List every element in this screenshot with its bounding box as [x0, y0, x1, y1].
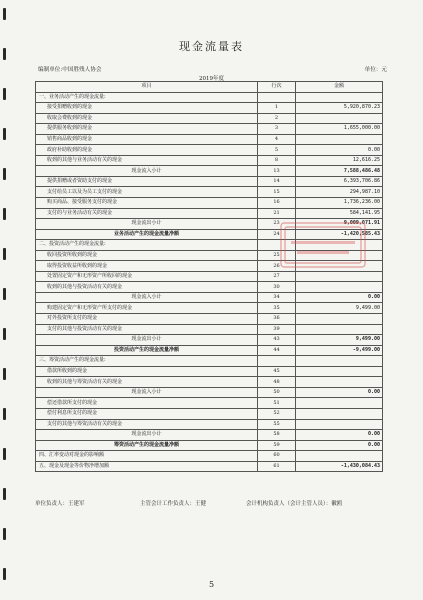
binding-holes — [0, 0, 12, 600]
row-line-number: 59 — [258, 440, 296, 451]
table-row — [36, 113, 383, 124]
row-item-label: 支付的与业务活动有关的现金 — [36, 208, 258, 219]
table-row — [36, 187, 383, 198]
row-item-label: 销售商品收到的现金 — [36, 134, 258, 145]
row-line-number: 27 — [258, 271, 296, 282]
row-line-number — [258, 92, 296, 103]
table-row — [36, 461, 383, 472]
row-item-label: 现金流入小计 — [36, 387, 258, 398]
header-line: 行次 — [258, 82, 296, 93]
row-line-number: 30 — [258, 282, 296, 293]
row-item-label: 支付的其他与筹资活动有关的现金 — [36, 419, 258, 430]
row-item-label: 现金流出小计 — [36, 430, 258, 441]
row-amount — [296, 419, 383, 430]
org-label: 编制单位:中国胜残人协会 — [38, 67, 102, 73]
row-amount — [296, 113, 383, 124]
row-amount: 6,393,706.86 — [296, 176, 383, 187]
row-item-label: 借款所收到的现金 — [36, 366, 258, 377]
row-line-number: 50 — [258, 387, 296, 398]
row-item-label: 偿付利息所支付的现金 — [36, 408, 258, 419]
row-line-number: 36 — [258, 314, 296, 325]
table-row — [36, 451, 383, 462]
row-amount: 0.00 — [296, 387, 383, 398]
row-line-number: 51 — [258, 398, 296, 409]
row-item-label: 购买商品、接受服务支付的现金 — [36, 198, 258, 209]
row-amount: 1,655,000.00 — [296, 124, 383, 135]
row-amount — [296, 398, 383, 409]
row-item-label: 收到的其他与投资活动有关的现金 — [36, 282, 258, 293]
row-item-label: 现金流入小计 — [36, 166, 258, 177]
row-line-number: 35 — [258, 303, 296, 314]
table-row — [36, 314, 383, 325]
row-line-number: 13 — [258, 166, 296, 177]
row-line-number: 48 — [258, 377, 296, 388]
table-row — [36, 408, 383, 419]
row-item-label: 收回投资所收到的现金 — [36, 250, 258, 261]
row-item-label: 二、投资活动产生的现金流量: — [36, 240, 258, 251]
row-item-label: 一、业务活动产生的现金流量: — [36, 92, 258, 103]
table-row — [36, 145, 383, 156]
row-line-number: 61 — [258, 461, 296, 472]
page-title: 现金流量表 — [179, 40, 244, 53]
row-amount: 294,987.10 — [296, 187, 383, 198]
table-row — [36, 377, 383, 388]
row-amount: 12,616.25 — [296, 155, 383, 166]
unit-head-signature: 单位负责人：王建军 — [35, 501, 85, 507]
row-line-number: 25 — [258, 250, 296, 261]
row-line-number: 15 — [258, 187, 296, 198]
table-row — [36, 176, 383, 187]
table-row — [36, 303, 383, 314]
row-item-label: 支付的其他与投资活动有关的现金 — [36, 324, 258, 335]
table-row — [36, 282, 383, 293]
row-item-label: 接受捐赠收到的现金 — [36, 103, 258, 114]
row-amount: 9,499.00 — [296, 335, 383, 346]
row-item-label: 对外投资所支付的现金 — [36, 314, 258, 325]
row-amount — [296, 377, 383, 388]
table-row — [36, 440, 383, 451]
audit-stamp — [273, 221, 373, 269]
row-amount — [296, 356, 383, 367]
table-row — [36, 92, 383, 103]
row-amount — [296, 366, 383, 377]
row-amount — [296, 324, 383, 335]
row-item-label: 三、筹资活动产生的现金流量: — [36, 356, 258, 367]
row-line-number: 26 — [258, 261, 296, 272]
row-item-label: 业务活动产生的现金流量净额 — [36, 229, 258, 240]
table-body — [36, 92, 383, 472]
row-line-number: 58 — [258, 430, 296, 441]
row-amount: 5,920,870.23 — [296, 103, 383, 114]
row-item-label: 现金流出小计 — [36, 335, 258, 346]
table-row — [36, 430, 383, 441]
row-amount: -9,499.00 — [296, 345, 383, 356]
row-item-label: 收到的其他与业务活动有关的现金 — [36, 155, 258, 166]
row-line-number: 52 — [258, 408, 296, 419]
table-row — [36, 103, 383, 114]
table-row — [36, 166, 383, 177]
row-amount — [296, 282, 383, 293]
row-amount — [296, 408, 383, 419]
header-amount: 金额 — [296, 82, 383, 93]
header-item: 项目 — [36, 82, 258, 93]
row-line-number: 24 — [258, 229, 296, 240]
row-amount: 0.00 — [296, 430, 383, 441]
row-line-number: 2 — [258, 113, 296, 124]
page-number: 5 — [208, 580, 215, 589]
row-line-number: 34 — [258, 292, 296, 303]
cash-flow-table — [35, 81, 383, 472]
row-item-label: 四、汇率变动对现金的影响额 — [36, 451, 258, 462]
row-item-label: 收取会费收到的现金 — [36, 113, 258, 124]
row-line-number: 4 — [258, 134, 296, 145]
row-item-label: 偿还借款所支付的现金 — [36, 398, 258, 409]
row-line-number: 21 — [258, 208, 296, 219]
row-line-number: 1 — [258, 103, 296, 114]
table-row — [36, 387, 383, 398]
row-amount: 584,141.95 — [296, 208, 383, 219]
row-line-number: 3 — [258, 124, 296, 135]
report-year: 2019年度 — [199, 76, 224, 82]
row-amount: 9,009,071.91 — [296, 219, 383, 230]
table-row — [36, 356, 383, 367]
row-amount: 1,736,236.00 — [296, 198, 383, 209]
row-line-number: 43 — [258, 335, 296, 346]
row-item-label: 取得投资收益所收到的现金 — [36, 261, 258, 272]
row-line-number: 14 — [258, 176, 296, 187]
row-line-number — [258, 356, 296, 367]
table-row — [36, 345, 383, 356]
agency-head-signature: 会计机构负责人（会计主管人员）：徽鸥 — [246, 501, 343, 507]
table-row — [36, 271, 383, 282]
accounting-head-signature: 主管会计工作负责人：王健 — [140, 501, 207, 507]
row-amount — [296, 134, 383, 145]
row-item-label: 五、现金及现金等价物净增加额 — [36, 461, 258, 472]
row-amount: -1,420,585.43 — [296, 229, 383, 240]
row-line-number: 60 — [258, 451, 296, 462]
row-amount: 0.00 — [296, 292, 383, 303]
row-amount: -1,430,084.43 — [296, 461, 383, 472]
row-line-number: 44 — [258, 345, 296, 356]
row-item-label: 现金流入小计 — [36, 292, 258, 303]
table-row — [36, 208, 383, 219]
row-line-number: 8 — [258, 155, 296, 166]
row-amount: 0.00 — [296, 440, 383, 451]
row-item-label: 购建固定资产和无形资产所支付的现金 — [36, 303, 258, 314]
row-line-number: 5 — [258, 145, 296, 156]
row-item-label: 筹资活动产生的现金流量净额 — [36, 440, 258, 451]
unit-label: 单位：元 — [364, 67, 387, 73]
row-item-label: 处置固定资产和无形资产所收回的现金 — [36, 271, 258, 282]
row-line-number: 23 — [258, 219, 296, 230]
table-row — [36, 366, 383, 377]
table-row — [36, 398, 383, 409]
table-row — [36, 419, 383, 430]
row-line-number: 16 — [258, 198, 296, 209]
row-line-number: 55 — [258, 419, 296, 430]
row-amount: 9,499.00 — [296, 303, 383, 314]
row-item-label: 提供捐赠或者资助支付的现金 — [36, 176, 258, 187]
row-amount — [296, 451, 383, 462]
table-row — [36, 335, 383, 346]
row-line-number: 45 — [258, 366, 296, 377]
table-header-row — [36, 82, 383, 93]
table-row — [36, 324, 383, 335]
row-amount: 0.00 — [296, 145, 383, 156]
row-item-label: 支付给员工以及为员工支付的现金 — [36, 187, 258, 198]
row-item-label: 投资活动产生的现金流量净额 — [36, 345, 258, 356]
row-amount — [296, 92, 383, 103]
row-line-number: 39 — [258, 324, 296, 335]
table-row — [36, 292, 383, 303]
row-item-label: 收到的其他与筹资活动有关的现金 — [36, 377, 258, 388]
row-amount: 7,588,486.48 — [296, 166, 383, 177]
table-row — [36, 155, 383, 166]
row-amount — [296, 314, 383, 325]
row-item-label: 政府补助收到的现金 — [36, 145, 258, 156]
table-row — [36, 134, 383, 145]
row-item-label: 现金流出小计 — [36, 219, 258, 230]
table-row — [36, 124, 383, 135]
table-row — [36, 198, 383, 209]
row-item-label: 提供服务收到的现金 — [36, 124, 258, 135]
row-amount — [296, 271, 383, 282]
